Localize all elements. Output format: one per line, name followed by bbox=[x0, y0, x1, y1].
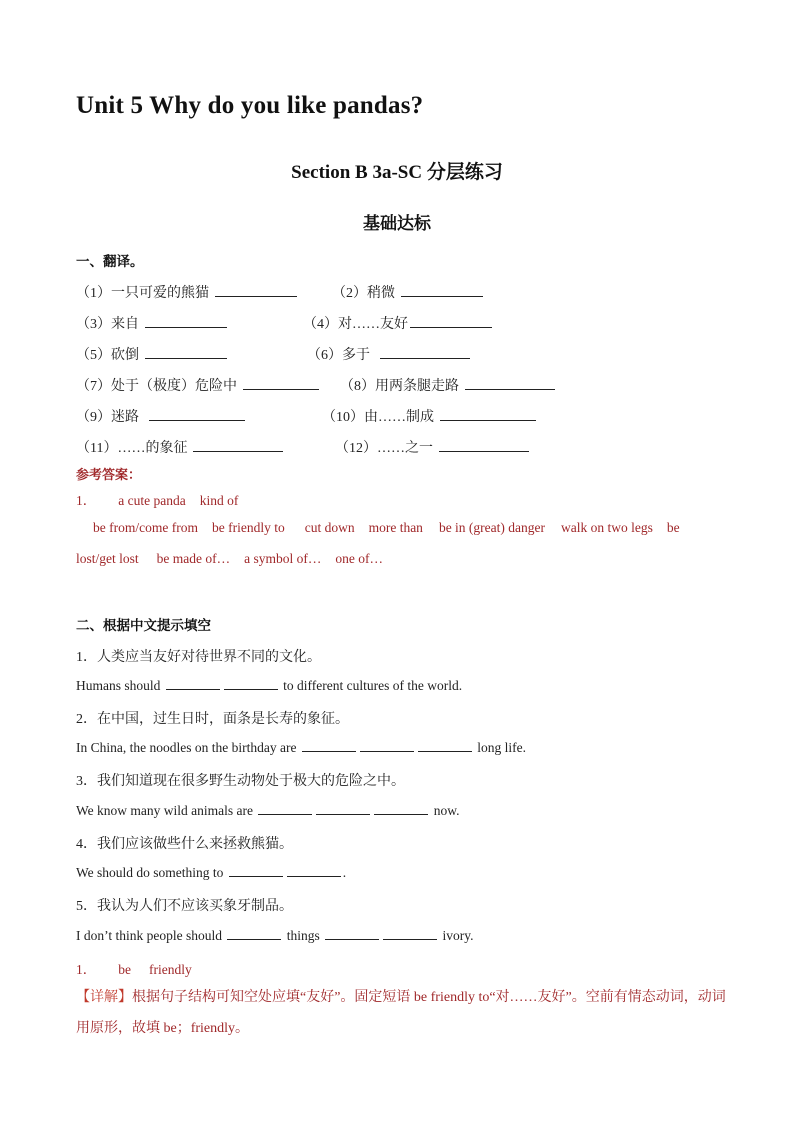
item-number: （3） bbox=[76, 317, 111, 332]
question-zh: 1．人类应当友好对待世界不同的文化。 bbox=[76, 650, 321, 665]
item-text: ……之一 bbox=[377, 441, 433, 456]
answer-text: be bbox=[666, 520, 680, 535]
question-en bbox=[76, 927, 474, 944]
answer-blank[interactable] bbox=[215, 282, 297, 297]
item-number: （8） bbox=[340, 379, 375, 394]
level-heading: 基础达标 bbox=[363, 214, 431, 233]
answer-blank[interactable] bbox=[380, 344, 470, 359]
answer-text: be friendly to bbox=[211, 520, 285, 535]
fill-blank[interactable] bbox=[287, 864, 341, 877]
question-zh: 3．我们知道现在很多野生动物处于极大的危险之中。 bbox=[76, 774, 405, 789]
detail-tag: 【详解】 bbox=[76, 990, 132, 1005]
answer-text: cut down bbox=[304, 520, 355, 535]
item-number: （10） bbox=[322, 410, 364, 425]
answer-explanation bbox=[76, 982, 726, 1044]
translate-item bbox=[76, 344, 227, 364]
question-en bbox=[76, 864, 346, 881]
answer-blank[interactable] bbox=[439, 437, 529, 452]
item-number: （5） bbox=[76, 348, 111, 363]
item-text: 一只可爱的熊猫 bbox=[111, 286, 209, 301]
part2-heading: 二、根据中文提示填空 bbox=[76, 618, 211, 634]
item-text: 处于（极度）危险中 bbox=[111, 379, 237, 394]
answer-text: more than bbox=[368, 520, 423, 535]
answer-line-2 bbox=[93, 520, 680, 536]
translate-item bbox=[307, 344, 470, 364]
fill-blank[interactable] bbox=[224, 677, 278, 690]
translate-item bbox=[76, 375, 319, 395]
answer-text: be bbox=[118, 962, 131, 977]
answer-text: walk on two legs bbox=[561, 520, 653, 535]
item-text: 迷路 bbox=[111, 410, 139, 425]
fill-blank[interactable] bbox=[227, 927, 281, 940]
item-number: （4） bbox=[303, 317, 338, 332]
fill-blank[interactable] bbox=[383, 927, 437, 940]
answer-text: friendly bbox=[149, 962, 192, 977]
question-zh: 5．我认为人们不应该买象牙制品。 bbox=[76, 899, 293, 914]
question-text: now. bbox=[433, 803, 460, 818]
question-text: long life. bbox=[477, 740, 526, 755]
part2-answer-1 bbox=[76, 958, 206, 978]
translate-item bbox=[340, 375, 555, 395]
answer-text: lost/get lost bbox=[76, 551, 139, 566]
item-number: （11） bbox=[76, 441, 118, 456]
fill-blank[interactable] bbox=[316, 802, 370, 815]
answer-blank[interactable] bbox=[149, 406, 245, 421]
detail-text: 根据句子结构可知空处应填“友好”。固定短语 be friendly to“对……友好”。空前有情态动词，动词用原形，故填 be；friendly。 bbox=[76, 990, 726, 1036]
translate-item bbox=[76, 313, 227, 333]
item-number: （1） bbox=[76, 286, 111, 301]
fill-blank[interactable] bbox=[360, 739, 414, 752]
question-text: . bbox=[342, 865, 347, 880]
item-text: 多于 bbox=[342, 348, 370, 363]
question-text: ivory. bbox=[442, 928, 474, 943]
item-number: （7） bbox=[76, 379, 111, 394]
question-zh: 4．我们应该做些什么来拯救熊猫。 bbox=[76, 837, 293, 852]
part1-heading: 一、翻译。 bbox=[76, 254, 144, 270]
answer-text: kind of bbox=[199, 493, 239, 508]
answer-line-1 bbox=[76, 489, 252, 509]
item-number: （12） bbox=[335, 441, 377, 456]
item-number: （6） bbox=[307, 348, 342, 363]
answer-number: 1． bbox=[76, 493, 97, 508]
item-text: 用两条腿走路 bbox=[375, 379, 459, 394]
question-zh: 2．在中国，过生日时，面条是长寿的象征。 bbox=[76, 712, 349, 727]
answer-label: 参考答案： bbox=[76, 468, 142, 483]
fill-blank[interactable] bbox=[418, 739, 472, 752]
item-text: ……的象征 bbox=[117, 441, 188, 456]
question-en bbox=[76, 739, 526, 756]
answer-text: one of… bbox=[335, 551, 383, 566]
answer-number: 1． bbox=[76, 962, 97, 977]
question-en bbox=[76, 802, 460, 819]
question-en bbox=[76, 677, 462, 694]
section-subtitle: Section B 3a-SC 分层练习 bbox=[291, 162, 503, 183]
translate-item bbox=[76, 437, 283, 457]
answer-blank[interactable] bbox=[145, 344, 227, 359]
translate-item bbox=[322, 406, 536, 426]
fill-blank[interactable] bbox=[166, 677, 220, 690]
answer-blank[interactable] bbox=[410, 313, 492, 328]
fill-blank[interactable] bbox=[302, 739, 356, 752]
question-text: We should do something to bbox=[76, 865, 224, 880]
translate-item bbox=[76, 282, 297, 302]
question-text: to different cultures of the world. bbox=[283, 678, 463, 693]
answer-text: be in (great) danger bbox=[438, 520, 546, 535]
question-text: things bbox=[286, 928, 320, 943]
item-text: 来自 bbox=[111, 317, 139, 332]
answer-text: a cute panda bbox=[118, 493, 186, 508]
answer-blank[interactable] bbox=[465, 375, 555, 390]
item-number: （9） bbox=[76, 410, 111, 425]
item-text: 砍倒 bbox=[111, 348, 139, 363]
item-text: 由……制成 bbox=[364, 410, 434, 425]
question-text: I don’t think people should bbox=[76, 928, 222, 943]
answer-text: be from/come from bbox=[93, 520, 198, 535]
question-text: Humans should bbox=[76, 678, 161, 693]
answer-blank[interactable] bbox=[440, 406, 536, 421]
answer-blank[interactable] bbox=[243, 375, 319, 390]
fill-blank[interactable] bbox=[258, 802, 312, 815]
answer-blank[interactable] bbox=[193, 437, 283, 452]
answer-text: a symbol of… bbox=[244, 551, 322, 566]
answer-line-3 bbox=[76, 551, 397, 567]
item-number: （2） bbox=[332, 286, 367, 301]
question-text: We know many wild animals are bbox=[76, 803, 253, 818]
translate-item bbox=[335, 437, 529, 457]
translate-item bbox=[332, 282, 483, 302]
fill-blank[interactable] bbox=[229, 864, 283, 877]
translate-item bbox=[76, 406, 245, 426]
answer-text: be made of… bbox=[156, 551, 231, 566]
item-text: 稍微 bbox=[367, 286, 395, 301]
fill-blank[interactable] bbox=[325, 927, 379, 940]
answer-blank[interactable] bbox=[401, 282, 483, 297]
page-title: Unit 5 Why do you like pandas? bbox=[76, 92, 424, 119]
fill-blank[interactable] bbox=[374, 802, 428, 815]
item-text: 对……友好 bbox=[338, 317, 408, 332]
question-text: In China, the noodles on the birthday are bbox=[76, 740, 297, 755]
translate-item bbox=[303, 313, 492, 333]
answer-blank[interactable] bbox=[145, 313, 227, 328]
